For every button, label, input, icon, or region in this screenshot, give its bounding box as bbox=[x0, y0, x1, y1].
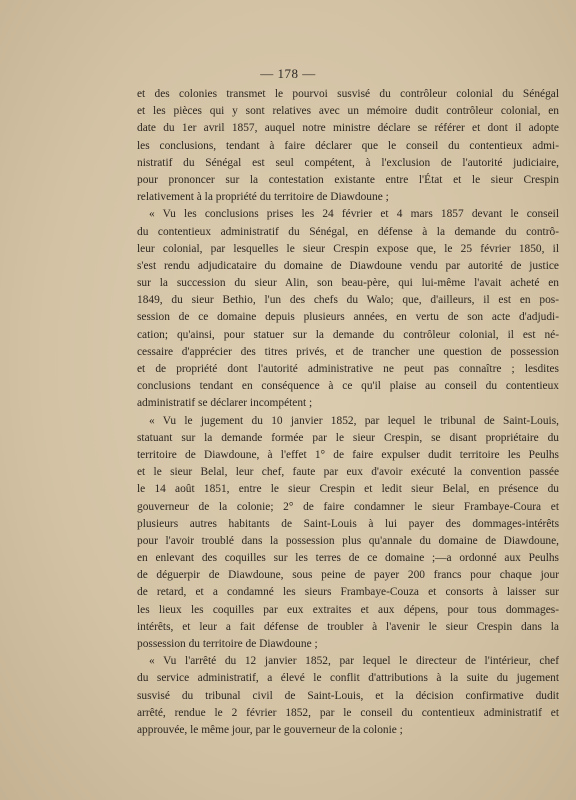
text-line: le 14 août 1851, entre le sieur Crespin et ledit sieur Belal, en présence du bbox=[137, 483, 559, 496]
page-number: — 178 — bbox=[260, 66, 316, 81]
text-line: conclusions tendant en conséquence à ce qu'il plaise au conseil du contentieux bbox=[137, 380, 559, 393]
text-line: leur colonial, par lesquelles le sieur Crespin expose que, le 25 février 1850, il bbox=[137, 242, 559, 255]
text-line: les conclusions, tendant à faire déclarer que le conseil du contentieux admi- bbox=[137, 139, 559, 152]
text-line: nistratif du Sénégal est seul compétent, à l'exclusion de l'autorité judiciaire, bbox=[137, 156, 559, 169]
text-line: de déguerpir de Diawdoune, sous peine de payer 200 francs pour chaque jour bbox=[137, 569, 559, 582]
text-line: du service administratif, a élevé le conflit d'attributions à la suite du jugement bbox=[137, 672, 559, 685]
text-line: approuvée, le même jour, par le gouverneur de la colonie ; bbox=[137, 723, 403, 736]
body-text bbox=[137, 86, 559, 739]
text-line: arrêté, rendue le 2 février 1852, par le conseil du contentieux administratif et bbox=[137, 706, 559, 719]
text-line: intérêts, et leur a fait défense de troubler à l'avenir le sieur Crespin dans la bbox=[137, 620, 559, 633]
text-line: statuant sur la demande formée par le sieur Crespin, se disant propriétaire du bbox=[137, 431, 559, 444]
text-line: et le sieur Belal, leur chef, faute par eux d'avoir exécuté la convention passée bbox=[137, 466, 559, 479]
text-line: cessaire d'apprécier des titres privés, et de trancher une question de possession bbox=[137, 345, 559, 358]
text-line: et les pièces qui y sont relatives avec un mémoire dudit contrôleur colonial, en bbox=[137, 105, 559, 118]
text-line: et des colonies transmet le pourvoi susvisé du contrôleur colonial du Sénégal bbox=[137, 88, 559, 100]
text-line: plusieurs autres habitants de Saint-Louis à lui payer des dommages-intérêts bbox=[137, 517, 559, 530]
text-line: gouverneur de la colonie; 2° de faire condamner le sieur Frambaye-Coura et bbox=[137, 500, 559, 513]
text-line: pour l'avoir troublé dans la possession plus qu'annale du domaine de Diawdoune, bbox=[137, 534, 559, 547]
text-line: territoire de Diawdoune, à l'effet 1° de faire expulser dudit territoire les Peulhs bbox=[137, 448, 559, 461]
text-line: les lieux les coquilles par eux extraites et aux dépens, pour tous dommages- bbox=[137, 603, 559, 616]
text-line: relativement à la propriété du territoire de Diawdoune ; bbox=[137, 191, 389, 204]
text-line: cation; qu'ainsi, pour statuer sur la demande du contrôleur colonial, il est né- bbox=[137, 328, 559, 341]
text-line: « Vu le jugement du 10 janvier 1852, par lequel le tribunal de Saint-Louis, bbox=[149, 414, 559, 427]
text-line: susvisé du tribunal civil de Saint-Louis, et la décision confirmative dudit bbox=[137, 689, 559, 702]
text-line: s'est rendu adjudicataire du domaine de Diawdoune vendu par autorité de justice bbox=[137, 259, 559, 272]
text-line: « Vu l'arrêté du 12 janvier 1852, par lequel le directeur de l'intérieur, chef bbox=[149, 655, 559, 668]
text-line: administratif se déclarer incompétent ; bbox=[137, 397, 313, 410]
text-line: en enlevant des coquilles sur les terres de ce domaine ;—a ordonné aux Peulhs bbox=[137, 552, 559, 565]
text-line: « Vu les conclusions prises les 24 février et 4 mars 1857 devant le conseil bbox=[149, 208, 559, 221]
text-line: sur la succession du sieur Alin, son beau-père, qui lui-même l'avait acheté en bbox=[137, 277, 559, 290]
text-line: pour prononcer sur la contestation existante entre l'État et le sieur Crespin bbox=[137, 173, 559, 186]
text-line: 1849, du sieur Bethio, l'un des chefs du Walo; que, d'ailleurs, il est en pos- bbox=[137, 294, 559, 307]
text-line: de retard, et a condamné les sieurs Frambaye-Couza et consorts à laisser sur bbox=[137, 586, 559, 599]
text-line: session de ce domaine depuis plusieurs années, en vertu de son acte d'adjudi- bbox=[137, 311, 559, 324]
text-line: date du 1er avril 1857, auquel notre ministre déclare se référer et dont il adopte bbox=[137, 122, 559, 135]
text-line: et de propriété dont l'autorité administrative ne peut pas connaître ; lesdites bbox=[137, 363, 559, 375]
text-line: possession du territoire de Diawdoune ; bbox=[137, 638, 318, 650]
text-line: du contentieux administratif du Sénégal, en défense à la demande du contrô- bbox=[137, 225, 559, 238]
